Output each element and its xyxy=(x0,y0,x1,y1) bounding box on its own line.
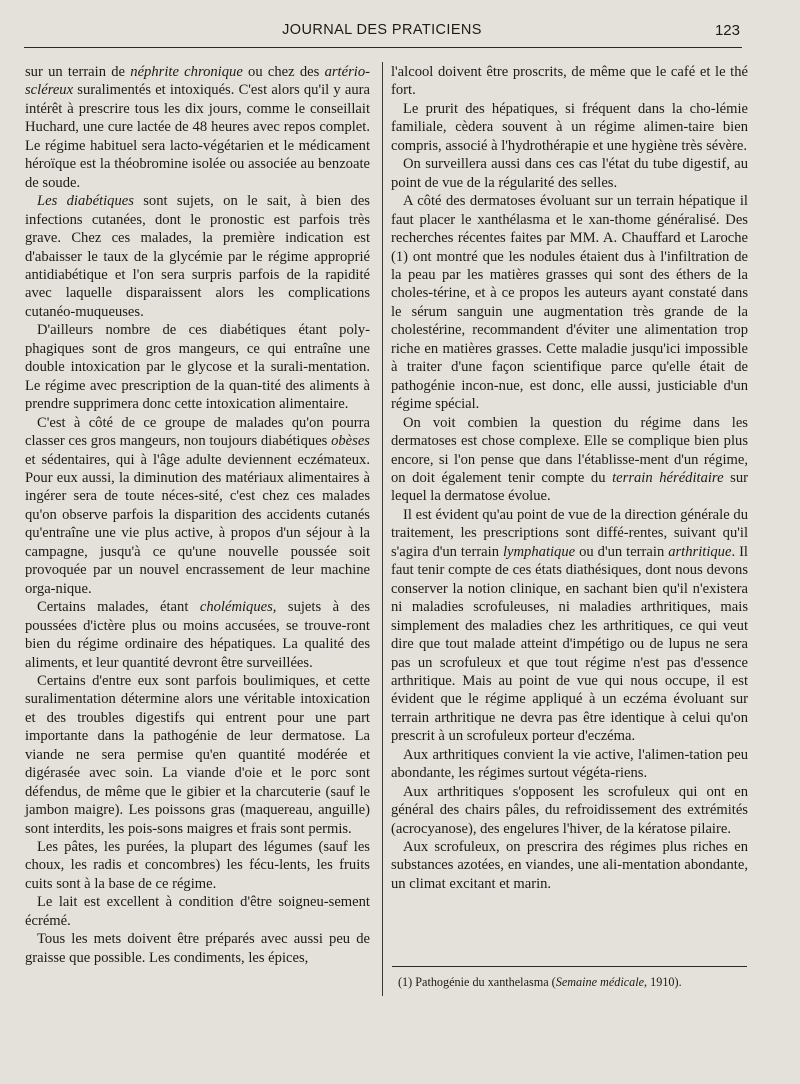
paragraph: Aux scrofuleux, on prescrira des régimes plus riches en substances azotées, en viandes, une ali-mentation abondante, un climat excitant et marin. xyxy=(391,839,748,892)
footnote-rule xyxy=(392,966,747,967)
paragraph: D'ailleurs nombre de ces diabétiques étant poly-phagiques sont de gros mangeurs, ce qui entraîne une double intoxication par le glycose et la surali-mentation. Le régime avec prescription de la quan-tité des aliments à prendre supprimera donc cette intoxication alimentaire. xyxy=(25,322,370,413)
text-run: sur lequel la dermatose évolue. xyxy=(391,469,748,505)
paragraph: A côté des dermatoses évoluant sur un terrain hépatique il faut placer le xanthélasma et le xan-thome généralisé. Des recherches récentes faites par MM. A. Chauffard et Laroche (1) ont montré que les nodules étaient dus à l'infiltration de la peau par les matières grasses qui sont des éthers de la choles-térine, et à ce propos les auteurs ayant constaté dans le sérum sanguin une augmentation très grande de la cholestérine, recommandent d'éviter une alimentation trop riche en matières grasses. Cette maladie jusqu'ici impossible à traiter d'une façon scientifique parce qu'elle était de pathogénie incon-nue, est donc, elle aussi, justiciable d'un régime spécial. xyxy=(391,193,748,413)
paragraph xyxy=(25,598,370,672)
paragraph: Les pâtes, les purées, la plupart des légumes (sauf les choux, les radis et concombres) les fécu-lents, les fruits cuits sont à la base de ce régime. xyxy=(25,839,370,892)
paragraph: Aux arthritiques s'opposent les scrofuleux qui ont en général des chairs pâles, du refroidissement des extrémités (acrocyanose), des engelures l'hiver, de la kératose pilaire. xyxy=(391,783,748,837)
paragraph xyxy=(25,192,370,321)
text-run: sont sujets, on le sait, à bien des infections cutanées, dont le pronostic est parfois très grave. Chez ces malades, la première indication est d'abaisser le taux de la glycémie par le régime approprié antidiabétique et l'on sera surpris parfois de la rapidité avec laquelle disparaissent alors les complications cutanéo-muqueuses. xyxy=(25,193,370,320)
italic-term: Les diabétiques xyxy=(37,193,134,210)
text-run: et sédentaires, qui à l'âge adulte deviennent eczémateux. Pour eux aussi, la diminution des matériaux alimentaires à ingérer sera de toute néces-sité, c'est chez ces malades qu'on observe parfois la disparition des accidents cutanés qu'entraîne une vie plus active, à propos d'un séjour à la campagne, jusqu'à ce qu'une nouvelle poussée soit provoquée par un nouvel encrassement de leur machine orga-nique. xyxy=(25,451,370,597)
paragraph xyxy=(25,414,370,599)
paragraph xyxy=(25,63,370,192)
text-run: , sujets à des poussées d'ictère plus ou moins accusées, se trouve-ront bien du régime ordinaire des hépatiques. La qualité des aliments, et leur quantité devront être surveillées. xyxy=(25,599,370,671)
paragraph: Aux arthritiques convient la vie active, l'alimen-tation peu abondante, les régimes surtout végéta-riens. xyxy=(391,746,748,782)
italic-term: arthritique xyxy=(668,543,732,560)
paragraph xyxy=(391,506,748,746)
header-rule xyxy=(24,47,742,48)
journal-title: JOURNAL DES PRATICIENS xyxy=(282,22,482,38)
paragraph: On surveillera aussi dans ces cas l'état du tube digestif, au point de vue de la régularité des selles. xyxy=(391,156,748,191)
right-column xyxy=(391,63,748,893)
paragraph xyxy=(391,414,748,506)
text-run: . Il faut tenir compte de ces états diathésiques, dont nous devons conserver la notion clinique, en sachant bien qu'il n'existera ni maladies scrofuleuses, ni maladies arthritiques, mais simplement des maladies chez les arthritiques, ce qui veut dire que tout malade atteint d'impétigo ou de lupus ne sera pas un scrofuleux et que tout régime n'est pas d'essence arthritique. Mais au point de vue qui nous occupe, il est évident que le régime appliqué à un eczéma évoluant sur terrain arthritique ne devra pas être identique à celui qu'on prescrit à un scrofuleux porteur d'eczéma. xyxy=(391,543,748,745)
text-run: C'est à côté de ce groupe de malades qu'on pourra classer ces gros mangeurs, non toujours diabétiques xyxy=(25,414,370,450)
text-run: suralimentés et intoxiqués. C'est alors qu'il y aura intérêt à prescrire tous les dix jours, comme le conseillait Huchard, une cure lactée de 48 heures avec repos complet. Le régime habituel sera lacto-végétarien et le médicament héroïque est la théobromine isolée ou associée au benzoate de soude. xyxy=(25,82,370,191)
text-run: On voit combien la question du régime dans les dermatoses est chose complexe. Elle se complique bien plus encore, si l'on pense que dans l'établisse-ment d'un régime, on doit également tenir compte du xyxy=(391,414,748,486)
italic-term: artério-scléreux xyxy=(25,64,370,99)
text-run: Certains malades, étant xyxy=(37,599,200,616)
text-run: (1) Pathogénie du xanthelasma ( xyxy=(398,975,556,989)
italic-term: terrain héréditaire xyxy=(612,469,724,486)
italic-term: lymphatique xyxy=(502,543,576,560)
column-divider xyxy=(382,62,383,996)
footnote xyxy=(398,974,748,990)
italic-term: néphrite chronique xyxy=(130,64,243,80)
running-header xyxy=(24,20,740,46)
text-run: Il est évident qu'au point de vue de la direction générale du traitement, les prescriptions sont diffé-rentes, suivant qu'il s'agira d'un terrain xyxy=(391,506,748,560)
text-run: , 1910). xyxy=(644,975,682,989)
paragraph: Le prurit des hépatiques, si fréquent dans la cho-lémie familiale, cèdera souvent à un régime alimen-taire bien compris, associé à l'hydrothérapie et une hygiène très sévère. xyxy=(391,100,748,154)
left-column xyxy=(25,63,370,967)
paragraph: Tous les mets doivent être préparés avec aussi peu de graisse que possible. Les condiments, les épices, xyxy=(25,931,370,966)
paragraph: l'alcool doivent être proscrits, de même que le café et le thé fort. xyxy=(391,64,748,99)
paragraph: Le lait est excellent à condition d'être soigneu-sement écrémé. xyxy=(25,894,370,929)
paragraph: Certains d'entre eux sont parfois boulimiques, et cette suralimentation détermine alors une véritable intoxication et des troubles digestifs qui entrent pour une part importante dans la pathogénie de leur dermatose. La viande ne sera permise qu'en quantité modérée et digérasée avec soin. La viande d'oie et le porc sont défendus, de même que le gibier et la charcuterie (sauf le jambon maigre). Les poissons gras (maquereau, anguille) sont interdits, les pois-sons maigres et frais sont permis. xyxy=(25,672,370,837)
italic-term: cholémiques xyxy=(199,599,273,616)
text-run: ou d'un terrain xyxy=(575,543,669,560)
text-run: sur un terrain de xyxy=(25,64,131,80)
italic-term: Semaine médicale xyxy=(555,975,645,989)
italic-term: obèses xyxy=(331,433,370,450)
text-run: ou chez des xyxy=(242,64,325,80)
page-number: 123 xyxy=(714,22,740,39)
